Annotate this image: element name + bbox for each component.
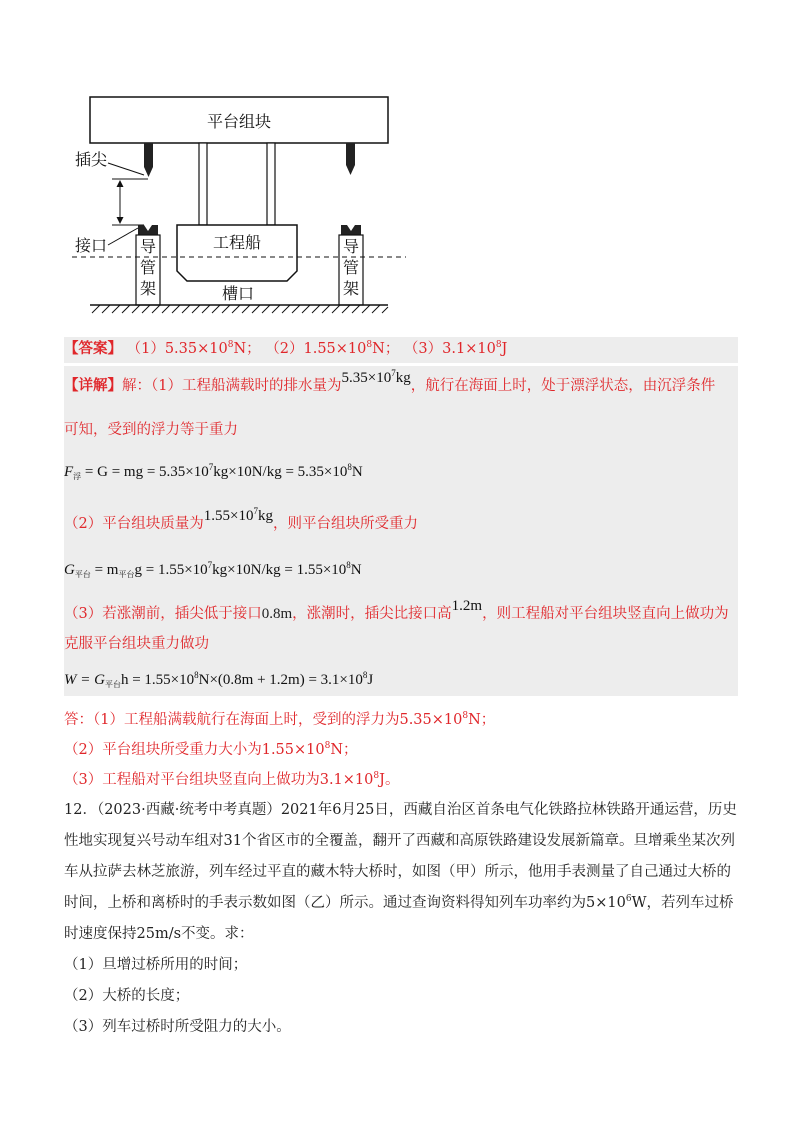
detail-block (64, 366, 738, 696)
answer-tag: 【答案】 (64, 340, 122, 357)
formula-work-exp-1: 8 (194, 670, 199, 680)
detail-line-3 (64, 506, 418, 536)
pin-leader (108, 163, 144, 175)
formula-gravity-g: G (64, 562, 75, 578)
detail-line-4-b: ，涨潮时，插尖比接口高 (292, 606, 452, 622)
question-line-3: 车从拉萨去林芝旅游，列车经过平直的藏木特大桥时，如图（甲）所示，他用手表测量了自己通过大桥的 (64, 864, 731, 880)
answer-part-2-unit: N； (372, 341, 400, 357)
question-line-4-b: W，若列车过桥 (631, 895, 734, 911)
conclusion-1-exp: 8 (462, 711, 469, 721)
formula-work-c: J (367, 672, 374, 688)
formula-gravity (64, 558, 362, 582)
pin-right (346, 143, 355, 165)
detail-line-3-value: 1.55×10 (203, 508, 254, 524)
detail-line-1-value: 5.35×10 (341, 370, 392, 386)
pin-label: 插尖 (75, 150, 108, 169)
sub-question-1: （1）旦增过桥所用的时间； (64, 957, 248, 973)
detail-line-1-unit: kg (395, 370, 411, 386)
formula-work-sub: 平台 (104, 680, 121, 689)
answer-line (64, 337, 738, 363)
sub-question-2: （2）大桥的长度； (64, 988, 190, 1004)
detail-line-3-a: （2）平台组块质量为 (64, 516, 204, 532)
detail-line-2: 可知，受到的浮力等于重力 (64, 422, 238, 438)
formula-buoyancy (64, 460, 363, 484)
formula-work-b: N×(0.8m + 1.2m) = 3.1×10 (198, 672, 363, 688)
conclusion-3-unit: J。 (379, 772, 400, 788)
slot-label: 槽口 (221, 284, 255, 303)
formula-gravity-a: g = 1.55×10 (134, 562, 208, 578)
answer-part-3-unit: J (501, 341, 508, 357)
formula-buoyancy-f: F (64, 464, 74, 480)
ship-label: 工程船 (212, 233, 262, 252)
formula-buoyancy-exp-2: 8 (347, 462, 352, 472)
detail-line-4 (64, 598, 729, 626)
formula-gravity-b: kg×10N/kg = 1.55×10 (212, 562, 347, 578)
ground-hatching (92, 305, 388, 313)
formula-gravity-exp-1: 7 (207, 560, 213, 570)
question-line-2: 性地实现复兴号动车组对31个省区市的全覆盖，翻开了西藏和高原铁路建设发展新篇章。旦增乘坐某次列 (64, 833, 735, 849)
formula-buoyancy-exp-1: 7 (208, 462, 214, 472)
conclusion-line-3 (64, 768, 738, 792)
guide-right-char-2: 管 (342, 258, 360, 277)
leg-left (199, 143, 207, 225)
platform-diagram-svg (70, 85, 410, 315)
socket-label: 接口 (75, 236, 108, 255)
conclusion-1-unit: N； (468, 712, 496, 728)
detail-line-4-v2: 1.2m (451, 598, 483, 614)
sub-question-3: （3）列车过桥时所受阻力的大小。 (64, 1019, 291, 1035)
formula-gravity-m: = m (90, 562, 119, 578)
platform-diagram (70, 85, 410, 315)
dim-arrow-up (117, 180, 124, 187)
conclusion-3-text: （3）工程船对平台组块竖直向上做功为3.1×10 (64, 772, 374, 788)
formula-work-w: W = G (64, 672, 105, 688)
conclusion-1-text: 答：（1）工程船满载航行在海面上时，受到的浮力为5.35×10 (64, 712, 463, 728)
guide-left-char-2: 管 (139, 258, 157, 277)
question-line-4-exp: 6 (625, 894, 632, 904)
socket-left (138, 225, 158, 235)
conclusion-2-unit: N； (330, 742, 358, 758)
formula-gravity-exp-2: 8 (346, 560, 351, 570)
conclusion-2-text: （2）平台组块所受重力大小为1.55×10 (64, 742, 325, 758)
formula-buoyancy-c: N (351, 464, 363, 480)
answer-part-3: （3）3.1×10 (403, 341, 496, 357)
answer-part-1: （1）5.35×10 (126, 341, 228, 357)
guide-right-char-1: 导 (342, 237, 360, 256)
formula-work-exp-2: 8 (362, 670, 368, 680)
formula-gravity-c: N (350, 562, 362, 578)
answer-part-2-exp: 8 (366, 340, 373, 350)
detail-line-1-b: ，航行在海面上时，处于漂浮状态，由沉浮条件 (410, 378, 716, 394)
answer-part-2: （2）1.55×10 (265, 341, 367, 357)
answer-part-1-unit: N； (233, 341, 261, 357)
question-line-5: 时速度保持25m/s不变。求： (64, 926, 254, 942)
answer-part-3-exp: 8 (495, 340, 502, 350)
conclusion-3-exp: 8 (373, 771, 380, 781)
answer-part-1-exp: 8 (227, 340, 234, 350)
detail-tag: 【详解】 (64, 377, 122, 394)
formula-gravity-msub: 平台 (118, 570, 135, 579)
formula-work-a: h = 1.55×10 (120, 672, 195, 688)
detail-line-4-c: ，则工程船对平台组块竖直向上做功为 (482, 606, 729, 622)
detail-line-1-exp: 7 (391, 368, 396, 378)
platform-label: 平台组块 (206, 112, 272, 131)
socket-leader (108, 228, 138, 245)
detail-line-5: 克服平台组块重力做功 (64, 636, 209, 652)
guide-left-char-3: 架 (139, 279, 157, 298)
question-line-4 (64, 891, 738, 915)
pin-left (144, 143, 153, 167)
detail-line-1-a: 解：（1）工程船满载时的排水量为 (122, 378, 342, 394)
question-line-4-a: 时间，上桥和离桥时的手表示数如图（乙）所示。通过查询资料得知列车功率约为5×10 (64, 895, 626, 911)
formula-work (64, 668, 373, 692)
detail-line-4-v1: 0.8m (261, 606, 293, 622)
pin-left-tip (144, 167, 153, 177)
detail-line-1 (64, 368, 716, 398)
formula-buoyancy-sub: 浮 (73, 472, 82, 481)
formula-buoyancy-b: kg×10N/kg = 5.35×10 (213, 464, 348, 480)
conclusion-line-2 (64, 738, 738, 762)
pin-right-tip (346, 165, 355, 175)
dim-arrow-down (117, 217, 124, 224)
conclusion-line-1 (64, 708, 738, 732)
socket-right (341, 225, 361, 235)
guide-left-char-1: 导 (139, 237, 157, 256)
formula-gravity-sub: 平台 (74, 570, 91, 579)
detail-line-4-a: （3）若涨潮前，插尖低于接口 (64, 606, 262, 622)
detail-line-3-b: ，则平台组块所受重力 (272, 516, 418, 532)
formula-buoyancy-a: = G = mg = 5.35×10 (81, 464, 209, 480)
leg-right (267, 143, 275, 225)
guide-right-char-3: 架 (342, 279, 360, 298)
detail-line-3-unit: kg (257, 508, 273, 524)
question-line-1: 12．（2023·西藏·统考中考真题）2021年6月25日，西藏自治区首条电气化铁路拉林铁路开通运营，历史 (64, 802, 737, 818)
conclusion-2-exp: 8 (324, 741, 331, 751)
detail-line-3-exp: 7 (253, 506, 258, 516)
